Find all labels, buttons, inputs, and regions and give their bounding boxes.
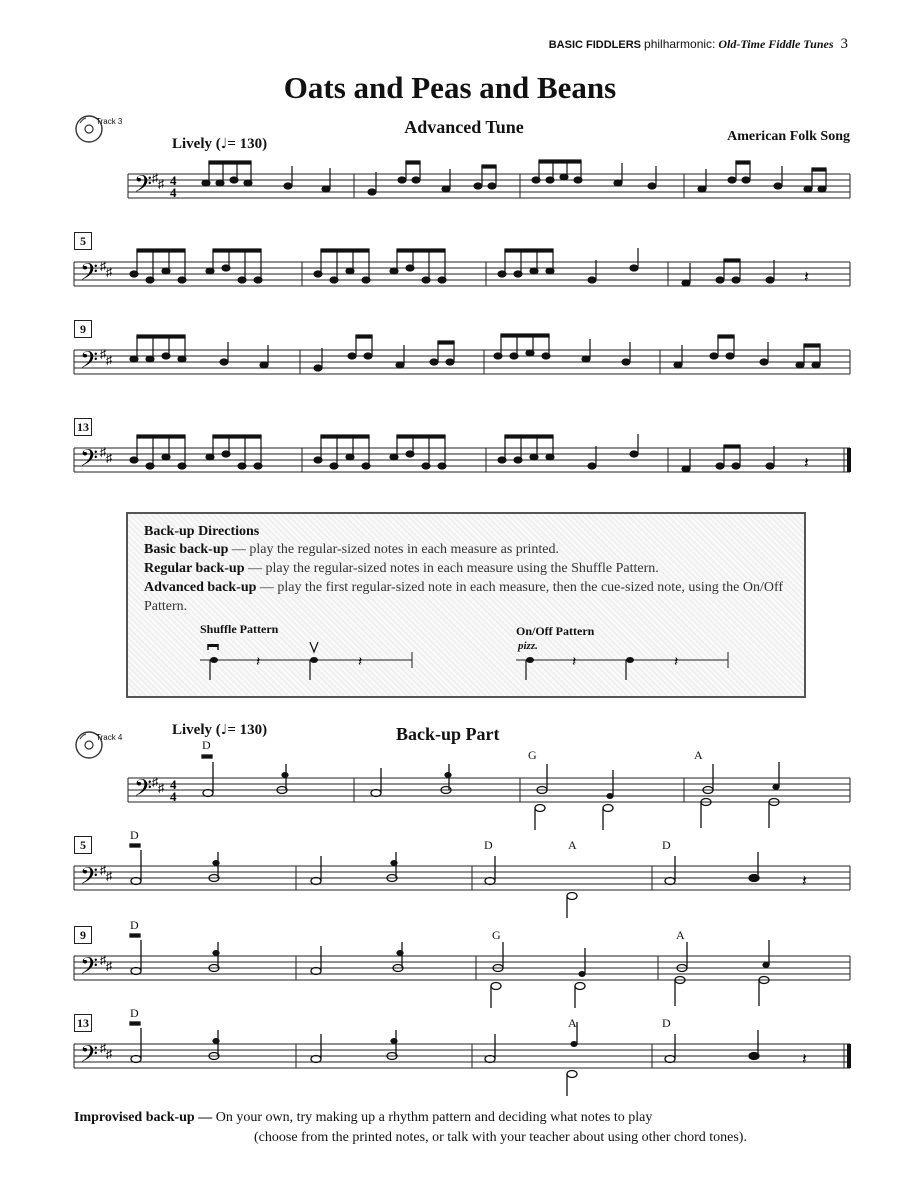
svg-text:♯: ♯ [100,445,106,459]
chord-symbol: D [130,1006,139,1020]
improvised-backup-text [74,1108,874,1148]
svg-text:♯: ♯ [158,781,164,795]
chord-symbol: A [568,1016,577,1030]
chord-symbol: A [568,838,577,852]
svg-text:𝄢: 𝄢 [80,1042,99,1073]
quarter-note-icon: ♩ [220,136,228,152]
measure-number: 13 [74,1014,92,1032]
advanced-backup-text [144,578,794,616]
svg-text:𝄢: 𝄢 [80,864,99,895]
shuffle-pattern-label: Shuffle Pattern [200,622,279,636]
svg-text:𝄽: 𝄽 [358,655,363,670]
running-header [549,36,848,53]
backup-staff-system-4 [74,1018,854,1098]
chord-symbol: D [662,838,671,852]
pizz-marking: pizz. [518,640,538,652]
backup-staff-system-3 [74,930,852,1010]
svg-text:𝄢: 𝄢 [80,348,99,379]
measure-number: 9 [74,320,92,338]
directions-title: Back-up Directions [144,524,260,539]
advanced-backup-desc: — play the first regular-sized note in each measure, then the cue-sized note, using the On/Off Pattern. [144,580,784,614]
backup-subtitle: Back-up Part [396,724,500,744]
tempo-label: Lively ( [172,722,221,738]
track-label: Track 3 [96,117,123,126]
svg-text:♯: ♯ [106,959,112,973]
chord-symbol: A [676,928,685,942]
improv-text-2: (choose from the printed notes, or talk with your teacher about using other chord tones). [254,1130,747,1145]
regular-backup-desc: — play the regular-sized notes in each measure using the Shuffle Pattern. [244,561,659,576]
measure-number: 5 [74,232,92,250]
measure-number: 5 [74,836,92,854]
svg-text:♯: ♯ [106,353,112,367]
svg-text:4: 4 [170,173,177,188]
staff-system-1 [128,160,852,210]
tempo-value: = 130) [227,722,268,738]
svg-text:♯: ♯ [106,265,112,279]
chord-symbol: A [694,748,703,762]
svg-text:4: 4 [170,789,177,804]
orchestra-name: philharmonic: [644,37,716,51]
advanced-subtitle: Advanced Tune [404,117,524,137]
track-label: Track 4 [96,733,123,742]
composer: American Folk Song [727,129,850,144]
svg-text:4: 4 [170,185,177,200]
staff-system-4 [74,430,854,480]
svg-text:♯: ♯ [152,775,158,789]
onoff-pattern-label: On/Off Pattern [516,624,595,638]
svg-text:♯: ♯ [106,451,112,465]
svg-text:♯: ♯ [100,1041,106,1055]
svg-text:♯: ♯ [100,259,106,273]
chord-symbol: D [662,1016,671,1030]
basic-backup-desc: — play the regular-sized notes in each measure as printed. [228,542,559,557]
chord-symbol: G [528,748,537,762]
series-name: BASIC FIDDLERS [548,39,642,51]
svg-text:𝄽: 𝄽 [802,1051,807,1068]
chord-symbol: D [484,838,493,852]
bass-clef-icon: 𝄢 [134,172,153,203]
svg-text:𝄽: 𝄽 [256,655,261,670]
staff-system-3 [74,332,852,382]
chord-symbol: G [492,928,501,942]
svg-text:𝄽: 𝄽 [804,269,809,286]
svg-text:𝄢: 𝄢 [80,260,99,291]
svg-text:𝄽: 𝄽 [802,873,807,890]
staff-system-2 [74,244,852,294]
book-title: Old-Time Fiddle Tunes [718,37,834,51]
svg-text:♯: ♯ [158,177,164,191]
svg-text:♯: ♯ [106,1047,112,1061]
tempo-marking [172,136,267,153]
tempo-value: = 130) [227,136,268,152]
svg-text:𝄽: 𝄽 [804,455,809,472]
onoff-pattern-rhythm [516,638,736,688]
regular-backup-text [144,559,794,578]
svg-text:4: 4 [170,777,177,792]
improv-label: Improvised back-up — [74,1110,213,1125]
chord-symbol: D [130,918,139,932]
svg-text:♯: ♯ [106,869,112,883]
svg-text:𝄽: 𝄽 [572,655,577,670]
backup-directions-box [126,512,806,698]
page-title: Oats and Peas and Beans [283,70,617,105]
shuffle-pattern-rhythm [200,638,420,688]
svg-text:♯: ♯ [100,347,106,361]
basic-backup-text [144,540,794,559]
quarter-note-icon: ♩ [220,722,228,738]
measure-number: 9 [74,926,92,944]
svg-text:𝄽: 𝄽 [674,655,679,670]
improv-text-1: On your own, try making up a rhythm pattern and deciding what notes to play [212,1110,653,1125]
backup-staff-system-1 [128,750,852,830]
svg-text:𝄢: 𝄢 [134,776,153,807]
page-number: 3 [840,36,848,52]
tempo-marking [172,722,267,739]
regular-backup-label: Regular back-up [144,561,245,576]
svg-text:𝄢: 𝄢 [80,446,99,477]
svg-text:♯: ♯ [100,863,106,877]
advanced-backup-label: Advanced back-up [144,580,257,595]
svg-text:𝄢: 𝄢 [80,954,99,985]
svg-text:♯: ♯ [100,953,106,967]
chord-symbol: D [202,738,211,752]
tempo-label: Lively ( [172,136,221,152]
chord-symbol: D [130,828,139,842]
basic-backup-label: Basic back-up [144,542,229,557]
backup-staff-system-2 [74,840,852,920]
measure-number: 13 [74,418,92,436]
svg-text:♯: ♯ [152,171,158,185]
